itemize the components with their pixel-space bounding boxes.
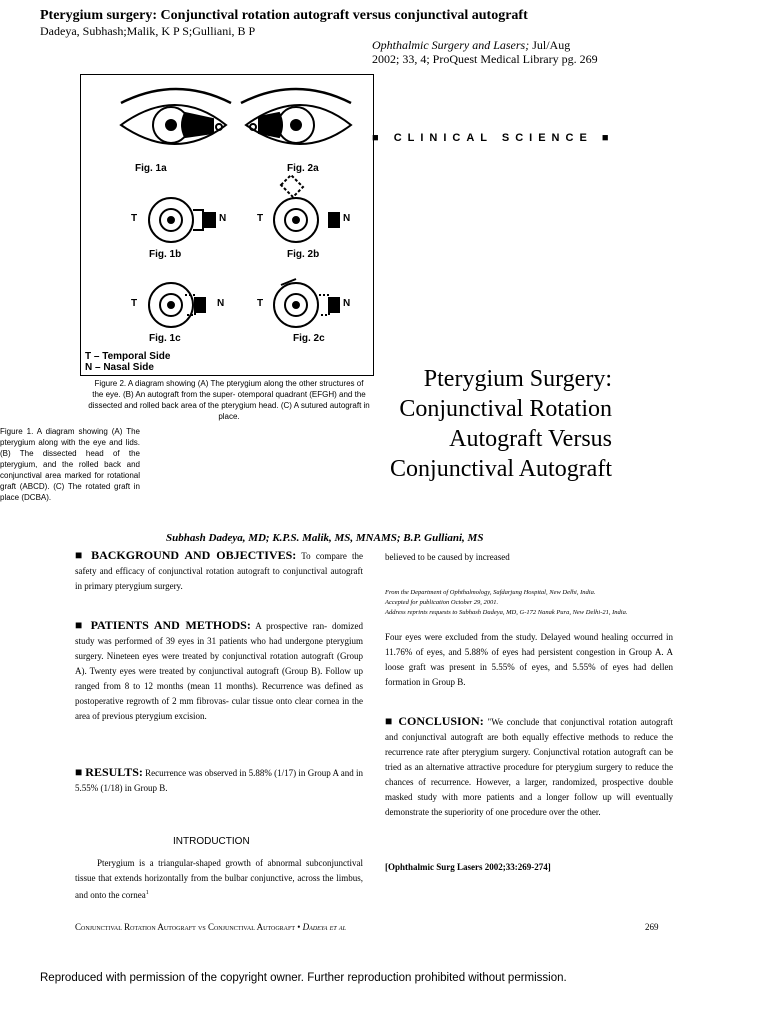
fig-2c-label: Fig. 2c <box>293 333 325 344</box>
affiliation-address: Address reprints requests to Subhash Dadeya, MD, G-172 Nanak Pura, New Delhi-21, India. <box>385 609 628 616</box>
conclusion-text: "We conclude that conjunctival rotation autograft and conjunctival autograft are both equally effective methods to reduce the recurrence rate after pterygium surgery. Conjunctival rotation autograft can be tried as an alternative attractive procedure for pterygium surgery to reduce the chances of recurrence. However, a larger, randomized, prospective double masked study with more patients and a longer follow up will eventually demonstrate the superiority of one procedure over the other. <box>385 717 673 817</box>
figure-2-caption: Figure 2. A diagram showing (A) The pterygium along the other structures of the eye. (B) An autograft from the super- otemporal quadrant (EFGH) and the dissected and rolled back area of the pterygium head. (C) A sutured autograft in place. <box>88 379 370 421</box>
nasal-mark-1c: N <box>217 298 225 309</box>
eye-diagram-2a <box>241 89 351 144</box>
nasal-mark-1b: N <box>219 213 227 224</box>
eye-diagram-figure <box>81 75 373 375</box>
results-text: Recurrence was observed in 5.88% (1/17) in Group A and in 5.55% (1/18) in Group B. <box>75 768 363 793</box>
abstract-background <box>75 548 363 594</box>
affiliation-accepted: Accepted for publication October 29, 2001. <box>385 599 499 606</box>
journal-volume: 2002; 33, 4; ProQuest Medical Library pg. 269 <box>372 52 598 66</box>
affiliations <box>385 588 673 618</box>
fig-2b-label: Fig. 2b <box>287 249 320 260</box>
temporal-mark-2b: T <box>257 213 264 224</box>
results-heading: ■ RESULTS: <box>75 765 143 779</box>
introduction-body: Pterygium is a triangular-shaped growth of abnormal subconjunctival tissue that extends horizontally from the bulbar conjunctive, across the limbus, and onto the cornea <box>75 858 363 900</box>
byline: Subhash Dadeya, MD; K.P.S. Malik, MS, MNAMS; B.P. Gulliani, MS <box>166 532 484 544</box>
document-title: Pterygium surgery: Conjunctival rotation autograft versus conjunctival autograft <box>40 8 528 23</box>
introduction-text <box>75 856 363 903</box>
page-number: 269 <box>645 922 659 932</box>
temporal-mark-1c: T <box>131 298 138 309</box>
nasal-mark-2c: N <box>343 298 351 309</box>
eye-diagram-1b <box>149 198 215 242</box>
temporal-mark-2c: T <box>257 298 264 309</box>
section-label: ■ CLINICAL SCIENCE ■ <box>372 132 615 144</box>
document-authors: Dadeya, Subhash;Malik, K P S;Gulliani, B P <box>40 24 256 38</box>
abstract-methods <box>75 618 363 724</box>
fig-1b-label: Fig. 1b <box>149 249 182 260</box>
introduction-heading: INTRODUCTION <box>173 836 250 847</box>
figure-panel <box>80 74 374 376</box>
methods-heading: ■ PATIENTS AND METHODS: <box>75 618 251 632</box>
reproduction-notice: Reproduced with permission of the copyright owner. Further reproduction prohibited without permission. <box>40 972 567 984</box>
legend-temporal: T – Temporal Side <box>85 351 171 362</box>
eye-diagram-1c <box>149 283 205 327</box>
article-title: Pterygium Surgery: Conjunctival Rotation Autograft Versus Conjunctival Autograft <box>390 366 612 482</box>
eye-diagram-1a <box>121 89 231 144</box>
methods-text: A prospective ran- domized study was performed of 39 eyes in 31 patients who had undergone pterygium surgery. Nineteen eyes were treated by conjunctival rotation autograft (Group A). Twenty eyes were treated by conjunctival autograft (Group B). Follow up ranged from 8 to 12 months (mean 11 months). Recurrence was defined as postoperative regrowth of 2 mm fibrovas- cular tissue onto clear cornea in the area of previous pterygium excision. <box>75 621 363 721</box>
journal-date: Jul/Aug <box>529 38 571 52</box>
fig-1a-label: Fig. 1a <box>135 163 167 174</box>
citation: [Ophthalmic Surg Lasers 2002;33:269-274] <box>385 862 551 872</box>
running-head-author: Dadeya et al <box>302 922 346 932</box>
legend-nasal: N – Nasal Side <box>85 362 154 373</box>
results-continued: Four eyes were excluded from the study. Delayed wound healing occurred in 11.76% of eyes, and 5.88% of eyes had persistent congestion in Group A. A loose graft was present in 5.55% of eyes, and 5.55% of eyes had dellen formation in Group B. <box>385 632 673 687</box>
eye-diagram-2c <box>274 279 339 327</box>
running-head-title: Conjunctival Rotation Autograft vs Conjunctival Autograft • <box>75 922 303 932</box>
fig-1c-label: Fig. 1c <box>149 333 181 344</box>
running-head <box>75 922 346 932</box>
eye-diagram-2b <box>274 175 339 242</box>
abstract-conclusion <box>385 714 673 820</box>
journal-info <box>372 38 632 66</box>
background-text: To compare the safety and efficacy of conjunctival rotation autograft to conjunctival autograft in primary pterygium surgery. <box>75 551 363 591</box>
introduction-citation: 1 <box>145 890 149 896</box>
conclusion-heading: ■ CONCLUSION: <box>385 714 484 728</box>
temporal-mark-1b: T <box>131 213 138 224</box>
abstract-results <box>75 765 363 796</box>
figure-1-caption: Figure 1. A diagram showing (A) The pterygium along with the eye and lids. (B) The dissected head of the pterygium, and the rolled back and conjunctival area marked for rotational graft (ABCD). (C) The rotated graft in place (DCBA). <box>0 427 140 502</box>
right-column-fragment: believed to be caused by increased <box>385 552 510 562</box>
background-heading: ■ BACKGROUND AND OBJECTIVES: <box>75 548 297 562</box>
nasal-mark-2b: N <box>343 213 351 224</box>
fig-2a-label: Fig. 2a <box>287 163 319 174</box>
affiliation-department: From the Department of Ophthalmology, Safdarjung Hospital, New Delhi, India. <box>385 589 596 596</box>
journal-name: Ophthalmic Surgery and Lasers; <box>372 38 530 52</box>
